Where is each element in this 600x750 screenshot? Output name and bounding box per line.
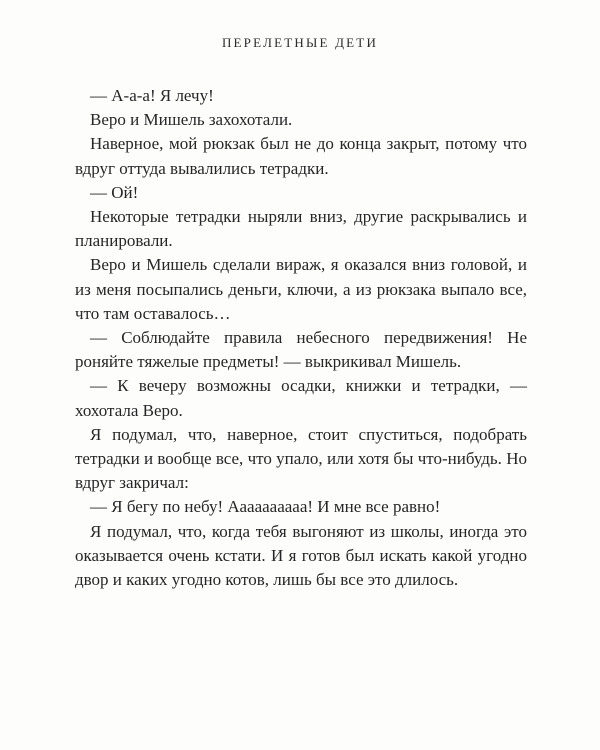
paragraph: — Соблюдайте правила небесного передвижения! Не роняйте тяжелые предметы! — выкрикивал Мишель. — [75, 328, 527, 372]
paragraph: Веро и Мишель сделали вираж, я оказался вниз головой, и из меня посыпались деньги, ключи, а из рюкзака выпало все, что там оставалось… — [75, 255, 527, 323]
paragraph: Веро и Мишель захохотали. — [90, 110, 293, 130]
paragraph: Некоторые тетрадки ныряли вниз, другие раскрывались и планировали. — [75, 207, 527, 251]
paragraph: — К вечеру возможны осадки, книжки и тетрадки, — хохотала Веро. — [75, 376, 527, 420]
paragraph: Наверное, мой рюкзак был не до конца закрыт, потому что вдруг оттуда вывалились тетрадки. — [75, 134, 527, 178]
paragraph: — Ой! — [90, 182, 139, 202]
paragraph: — Я бегу по небу! Аааааааааа! И мне все равно! — [90, 497, 441, 517]
paragraph: Я подумал, что, когда тебя выгоняют из школы, иногда это оказывается очень кстати. И я готов был искать какой угодно двор и каких угодно котов, лишь бы все это длилось. — [75, 521, 527, 590]
paragraph: — А-а-а! Я лечу! — [90, 86, 214, 105]
body-text — [75, 84, 527, 592]
running-head: ПЕРЕЛЕТНЫЕ ДЕТИ — [221, 35, 379, 50]
paragraph: Я подумал, что, наверное, стоит спуститься, подобрать тетрадки и вообще все, что упало, или хотя бы что-нибудь. Но вдруг закричал: — [75, 424, 527, 493]
